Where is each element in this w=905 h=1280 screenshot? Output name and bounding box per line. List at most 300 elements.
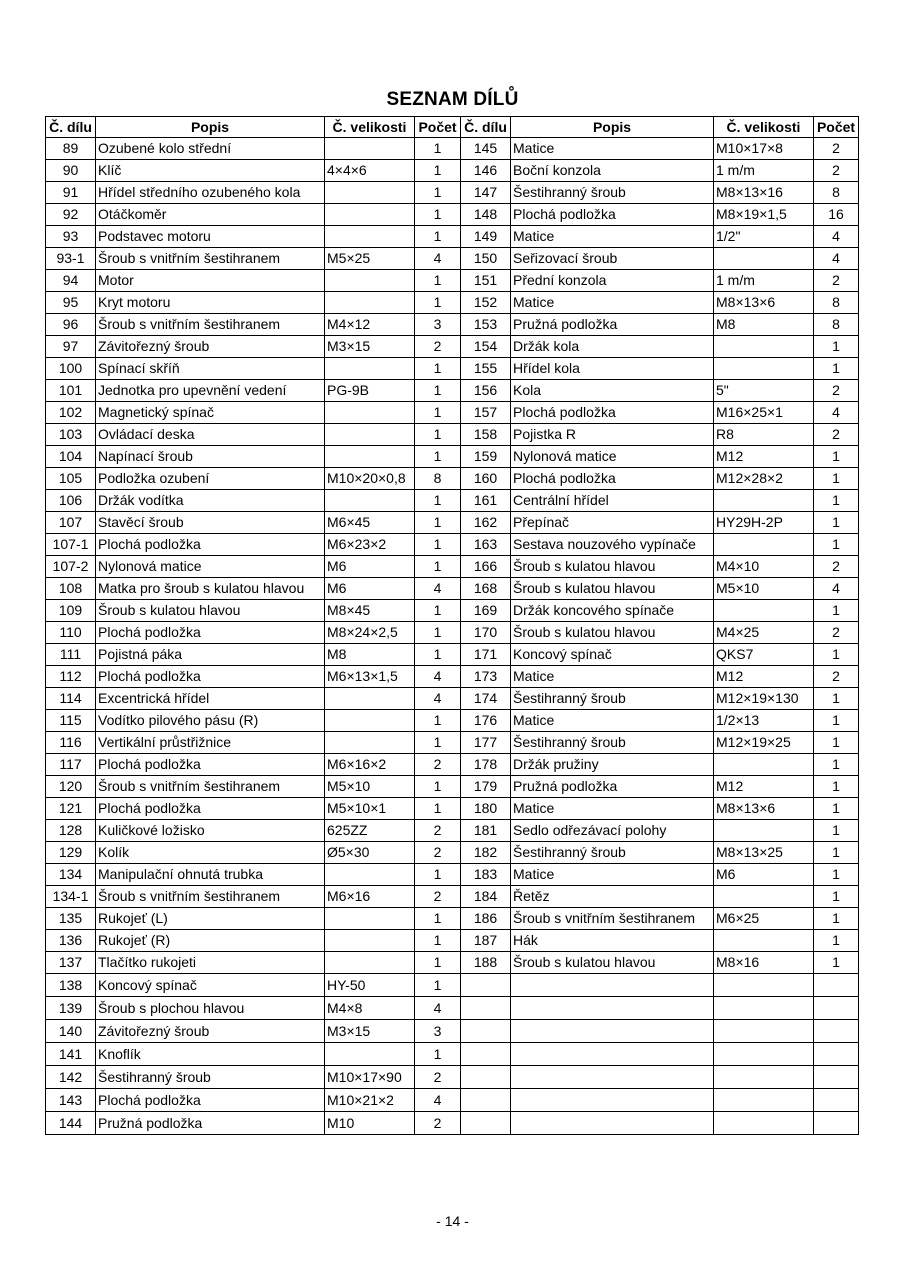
description-cell: Vertikální průstřižnice — [96, 732, 325, 754]
table-row — [46, 688, 859, 710]
quantity-cell: 1 — [814, 864, 859, 886]
part-number-cell: 89 — [46, 138, 96, 160]
description-cell: Seřizovací šroub — [511, 248, 714, 270]
description-cell: Šroub s vnitřním šestihranem — [96, 314, 325, 336]
quantity-cell: 1 — [415, 974, 461, 997]
size-cell: M16×25×1 — [714, 402, 814, 424]
size-cell: M12×19×130 — [714, 688, 814, 710]
size-cell — [714, 1112, 814, 1135]
size-cell: M12×19×25 — [714, 732, 814, 754]
quantity-cell: 1 — [415, 600, 461, 622]
description-cell: Matice — [511, 292, 714, 314]
quantity-cell: 1 — [814, 358, 859, 380]
part-number-cell: 145 — [461, 138, 511, 160]
quantity-cell: 1 — [814, 710, 859, 732]
part-number-cell: 188 — [461, 952, 511, 974]
description-cell: Rukojeť (L) — [96, 908, 325, 930]
quantity-cell: 1 — [415, 446, 461, 468]
description-cell: Šroub s plochou hlavou — [96, 997, 325, 1020]
description-cell: Podložka ozubení — [96, 468, 325, 490]
description-cell: Klíč — [96, 160, 325, 182]
quantity-cell: 4 — [415, 997, 461, 1020]
description-cell: Plochá podložka — [96, 666, 325, 688]
page-number: - 14 - — [436, 1213, 469, 1229]
size-header-2: Č. velikosti — [714, 117, 814, 138]
description-cell: Plochá podložka — [511, 402, 714, 424]
part-number-cell: 107-1 — [46, 534, 96, 556]
quantity-cell: 2 — [415, 820, 461, 842]
part-number-cell: 116 — [46, 732, 96, 754]
size-cell — [325, 182, 415, 204]
size-cell: M6×16×2 — [325, 754, 415, 776]
quantity-cell: 8 — [814, 182, 859, 204]
part-number-cell: 112 — [46, 666, 96, 688]
size-cell — [714, 930, 814, 952]
size-cell — [325, 292, 415, 314]
quantity-cell: 16 — [814, 204, 859, 226]
table-row — [46, 776, 859, 798]
table-row — [46, 1043, 859, 1066]
table-row — [46, 490, 859, 512]
size-cell: M5×25 — [325, 248, 415, 270]
size-cell: 5" — [714, 380, 814, 402]
description-cell: Šroub s kulatou hlavou — [511, 952, 714, 974]
description-cell: Šestihranný šroub — [96, 1066, 325, 1089]
part-number-cell: 176 — [461, 710, 511, 732]
size-cell: PG-9B — [325, 380, 415, 402]
quantity-cell: 1 — [415, 138, 461, 160]
description-cell: Plochá podložka — [96, 1089, 325, 1112]
table-row — [46, 1089, 859, 1112]
size-cell — [325, 424, 415, 446]
size-cell — [325, 358, 415, 380]
part-number-cell — [461, 1020, 511, 1043]
description-cell: Centrální hřídel — [511, 490, 714, 512]
description-cell: Šroub s kulatou hlavou — [511, 556, 714, 578]
quantity-cell: 2 — [814, 270, 859, 292]
quantity-cell: 1 — [415, 776, 461, 798]
size-cell: M5×10 — [325, 776, 415, 798]
part-number-cell: 161 — [461, 490, 511, 512]
part-number-cell: 105 — [46, 468, 96, 490]
part-number-cell: 155 — [461, 358, 511, 380]
quantity-cell: 1 — [415, 226, 461, 248]
size-cell: M12 — [714, 666, 814, 688]
part-number-cell: 171 — [461, 644, 511, 666]
description-cell: Plochá podložka — [96, 754, 325, 776]
size-cell: 1 m/m — [714, 160, 814, 182]
quantity-cell: 2 — [415, 336, 461, 358]
size-cell — [325, 688, 415, 710]
quantity-cell: 4 — [814, 226, 859, 248]
size-cell: M10×21×2 — [325, 1089, 415, 1112]
size-cell — [325, 864, 415, 886]
quantity-cell: 1 — [415, 358, 461, 380]
part-number-cell: 186 — [461, 908, 511, 930]
description-cell: Pojistka R — [511, 424, 714, 446]
size-cell: M6×23×2 — [325, 534, 415, 556]
quantity-cell: 8 — [814, 314, 859, 336]
size-cell: M6 — [714, 864, 814, 886]
description-cell: Napínací šroub — [96, 446, 325, 468]
description-cell: Tlačítko rukojeti — [96, 952, 325, 974]
description-cell: Matice — [511, 226, 714, 248]
size-cell — [714, 974, 814, 997]
table-row — [46, 842, 859, 864]
size-cell — [325, 490, 415, 512]
size-header: Č. velikosti — [325, 117, 415, 138]
description-cell: Šroub s vnitřním šestihranem — [96, 776, 325, 798]
quantity-cell — [814, 1020, 859, 1043]
size-cell — [325, 138, 415, 160]
size-cell: M4×8 — [325, 997, 415, 1020]
size-cell: M6×13×1,5 — [325, 666, 415, 688]
description-cell: Ovládací deska — [96, 424, 325, 446]
table-row — [46, 292, 859, 314]
page-title: SEZNAM DÍLŮ — [386, 89, 519, 110]
quantity-cell: 1 — [415, 512, 461, 534]
part-number-header: Č. dílu — [46, 117, 96, 138]
part-number-cell: 159 — [461, 446, 511, 468]
quantity-cell: 4 — [814, 248, 859, 270]
description-cell: Sedlo odřezávací polohy — [511, 820, 714, 842]
quantity-cell: 2 — [814, 622, 859, 644]
quantity-cell — [814, 997, 859, 1020]
quantity-cell: 2 — [415, 886, 461, 908]
description-cell: Šroub s kulatou hlavou — [96, 600, 325, 622]
quantity-cell: 1 — [415, 424, 461, 446]
part-number-cell: 157 — [461, 402, 511, 424]
table-row — [46, 798, 859, 820]
quantity-cell: 1 — [814, 490, 859, 512]
part-number-cell: 135 — [46, 908, 96, 930]
part-number-cell: 184 — [461, 886, 511, 908]
table-row — [46, 138, 859, 160]
part-number-cell: 146 — [461, 160, 511, 182]
description-cell: Ozubené kolo střední — [96, 138, 325, 160]
table-row — [46, 820, 859, 842]
size-cell: HY-50 — [325, 974, 415, 997]
table-row — [46, 424, 859, 446]
quantity-cell: 1 — [814, 644, 859, 666]
size-cell: M4×10 — [714, 556, 814, 578]
description-cell: Šroub s vnitřním šestihranem — [511, 908, 714, 930]
quantity-cell: 4 — [814, 402, 859, 424]
part-number-cell: 177 — [461, 732, 511, 754]
table-row — [46, 182, 859, 204]
size-cell — [714, 886, 814, 908]
part-number-cell: 137 — [46, 952, 96, 974]
size-cell: M8×13×16 — [714, 182, 814, 204]
part-number-header-2: Č. dílu — [461, 117, 511, 138]
quantity-cell: 1 — [415, 732, 461, 754]
part-number-cell: 158 — [461, 424, 511, 446]
part-number-cell — [461, 1043, 511, 1066]
description-cell: Šroub s vnitřním šestihranem — [96, 248, 325, 270]
part-number-cell: 182 — [461, 842, 511, 864]
table-row — [46, 556, 859, 578]
size-cell: M10×17×8 — [714, 138, 814, 160]
size-cell: Ø5×30 — [325, 842, 415, 864]
size-cell — [714, 997, 814, 1020]
quantity-cell — [814, 1112, 859, 1135]
part-number-cell: 91 — [46, 182, 96, 204]
size-cell: M8×13×6 — [714, 292, 814, 314]
part-number-cell: 179 — [461, 776, 511, 798]
part-number-cell: 152 — [461, 292, 511, 314]
description-cell: Hřídel středního ozubeného kola — [96, 182, 325, 204]
size-cell: M10 — [325, 1112, 415, 1135]
description-cell: Stavěcí šroub — [96, 512, 325, 534]
description-cell: Plochá podložka — [511, 468, 714, 490]
table-row — [46, 402, 859, 424]
size-cell — [325, 204, 415, 226]
part-number-cell: 141 — [46, 1043, 96, 1066]
part-number-cell — [461, 1066, 511, 1089]
quantity-cell: 1 — [814, 842, 859, 864]
quantity-cell: 2 — [415, 1066, 461, 1089]
table-body — [46, 138, 859, 1135]
size-cell — [714, 336, 814, 358]
table-row — [46, 226, 859, 248]
size-cell — [714, 248, 814, 270]
description-cell: Magnetický spínač — [96, 402, 325, 424]
description-cell — [511, 1066, 714, 1089]
description-cell: Kryt motoru — [96, 292, 325, 314]
size-cell — [325, 226, 415, 248]
description-header-2: Popis — [511, 117, 714, 138]
size-cell: 1/2" — [714, 226, 814, 248]
table-row — [46, 754, 859, 776]
table-row — [46, 1066, 859, 1089]
quantity-cell: 2 — [415, 754, 461, 776]
size-cell: 1/2×13 — [714, 710, 814, 732]
size-cell: M12 — [714, 776, 814, 798]
quantity-cell: 8 — [415, 468, 461, 490]
quantity-cell: 1 — [415, 182, 461, 204]
size-cell — [325, 710, 415, 732]
quantity-cell: 1 — [415, 622, 461, 644]
description-cell: Podstavec motoru — [96, 226, 325, 248]
part-number-cell: 107-2 — [46, 556, 96, 578]
description-cell: Knoflík — [96, 1043, 325, 1066]
quantity-cell: 1 — [415, 952, 461, 974]
quantity-cell: 1 — [415, 930, 461, 952]
quantity-cell: 1 — [415, 160, 461, 182]
part-number-cell: 109 — [46, 600, 96, 622]
description-cell: Šestihranný šroub — [511, 842, 714, 864]
part-number-cell: 115 — [46, 710, 96, 732]
quantity-cell: 1 — [415, 908, 461, 930]
table-row — [46, 600, 859, 622]
table-row — [46, 732, 859, 754]
quantity-cell: 4 — [415, 578, 461, 600]
quantity-cell: 4 — [415, 248, 461, 270]
quantity-cell: 1 — [415, 204, 461, 226]
part-number-cell: 148 — [461, 204, 511, 226]
description-cell: Závitořezný šroub — [96, 1020, 325, 1043]
description-cell: Koncový spínač — [96, 974, 325, 997]
description-cell: Koncový spínač — [511, 644, 714, 666]
quantity-cell: 2 — [814, 424, 859, 446]
size-cell: 4×4×6 — [325, 160, 415, 182]
size-cell: M6×25 — [714, 908, 814, 930]
quantity-cell: 2 — [814, 666, 859, 688]
size-cell: M4×12 — [325, 314, 415, 336]
quantity-header: Počet — [415, 117, 461, 138]
table-row — [46, 314, 859, 336]
description-cell — [511, 1089, 714, 1112]
part-number-cell: 168 — [461, 578, 511, 600]
size-cell: 1 m/m — [714, 270, 814, 292]
quantity-cell: 1 — [415, 710, 461, 732]
quantity-cell: 8 — [814, 292, 859, 314]
table-row — [46, 974, 859, 997]
size-cell: 625ZZ — [325, 820, 415, 842]
part-number-cell: 150 — [461, 248, 511, 270]
size-cell — [714, 490, 814, 512]
size-cell: QKS7 — [714, 644, 814, 666]
quantity-cell: 3 — [415, 314, 461, 336]
table-row — [46, 534, 859, 556]
quantity-cell: 1 — [814, 798, 859, 820]
part-number-cell: 187 — [461, 930, 511, 952]
quantity-cell — [814, 1066, 859, 1089]
table-row — [46, 160, 859, 182]
part-number-cell — [461, 1089, 511, 1112]
table-row — [46, 930, 859, 952]
description-cell: Šestihranný šroub — [511, 732, 714, 754]
table-row — [46, 248, 859, 270]
part-number-cell — [461, 1112, 511, 1135]
quantity-cell: 1 — [415, 534, 461, 556]
quantity-cell — [814, 974, 859, 997]
quantity-cell: 1 — [415, 490, 461, 512]
table-row — [46, 997, 859, 1020]
description-cell: Kuličkové ložisko — [96, 820, 325, 842]
size-cell: M8 — [714, 314, 814, 336]
size-cell — [325, 930, 415, 952]
description-cell: Držák koncového spínače — [511, 600, 714, 622]
size-cell: M3×15 — [325, 1020, 415, 1043]
size-cell — [325, 1043, 415, 1066]
part-number-cell: 134 — [46, 864, 96, 886]
description-cell: Jednotka pro upevnění vedení — [96, 380, 325, 402]
description-cell: Kolík — [96, 842, 325, 864]
size-cell — [714, 1020, 814, 1043]
description-cell: Držák vodítka — [96, 490, 325, 512]
quantity-cell: 4 — [415, 666, 461, 688]
quantity-cell: 2 — [814, 556, 859, 578]
part-number-cell: 121 — [46, 798, 96, 820]
description-cell: Plochá podložka — [96, 622, 325, 644]
quantity-cell: 1 — [415, 644, 461, 666]
table-row — [46, 710, 859, 732]
table-row — [46, 578, 859, 600]
part-number-cell: 139 — [46, 997, 96, 1020]
quantity-cell: 1 — [814, 732, 859, 754]
size-cell: M8×24×2,5 — [325, 622, 415, 644]
size-cell: M12×28×2 — [714, 468, 814, 490]
table-row — [46, 1020, 859, 1043]
part-number-cell: 181 — [461, 820, 511, 842]
description-cell — [511, 1043, 714, 1066]
quantity-cell: 1 — [415, 270, 461, 292]
part-number-cell: 142 — [46, 1066, 96, 1089]
description-cell: Držák kola — [511, 336, 714, 358]
quantity-cell: 1 — [814, 688, 859, 710]
table-row — [46, 908, 859, 930]
quantity-cell: 1 — [814, 886, 859, 908]
part-number-cell: 140 — [46, 1020, 96, 1043]
part-number-cell: 178 — [461, 754, 511, 776]
part-number-cell: 180 — [461, 798, 511, 820]
description-cell: Pružná podložka — [511, 776, 714, 798]
part-number-cell: 106 — [46, 490, 96, 512]
table-row — [46, 512, 859, 534]
quantity-cell: 2 — [415, 842, 461, 864]
description-cell: Šroub s kulatou hlavou — [511, 622, 714, 644]
quantity-cell: 1 — [814, 776, 859, 798]
size-cell: M5×10×1 — [325, 798, 415, 820]
part-number-cell: 143 — [46, 1089, 96, 1112]
size-cell: R8 — [714, 424, 814, 446]
parts-table — [45, 116, 859, 1135]
part-number-cell: 144 — [46, 1112, 96, 1135]
description-cell: Sestava nouzového vypínače — [511, 534, 714, 556]
part-number-cell: 163 — [461, 534, 511, 556]
description-cell: Spínací skříň — [96, 358, 325, 380]
description-cell: Matice — [511, 710, 714, 732]
description-cell: Kola — [511, 380, 714, 402]
table-row — [46, 358, 859, 380]
quantity-cell: 4 — [814, 578, 859, 600]
table-row — [46, 446, 859, 468]
table-row — [46, 380, 859, 402]
part-number-cell: 129 — [46, 842, 96, 864]
description-cell: Přední konzola — [511, 270, 714, 292]
part-number-cell: 169 — [461, 600, 511, 622]
description-cell: Matice — [511, 798, 714, 820]
size-cell: M12 — [714, 446, 814, 468]
table-row — [46, 886, 859, 908]
part-number-cell: 100 — [46, 358, 96, 380]
quantity-cell: 3 — [415, 1020, 461, 1043]
description-cell: Šestihranný šroub — [511, 182, 714, 204]
part-number-cell: 134-1 — [46, 886, 96, 908]
quantity-cell: 1 — [814, 512, 859, 534]
description-cell: Vodítko pilového pásu (R) — [96, 710, 325, 732]
part-number-cell: 117 — [46, 754, 96, 776]
part-number-cell: 156 — [461, 380, 511, 402]
size-cell: M8×13×25 — [714, 842, 814, 864]
quantity-cell: 1 — [814, 908, 859, 930]
size-cell: M10×20×0,8 — [325, 468, 415, 490]
table-header-row — [46, 117, 859, 138]
table-row — [46, 952, 859, 974]
description-cell — [511, 1020, 714, 1043]
size-cell — [714, 1043, 814, 1066]
size-cell — [325, 270, 415, 292]
size-cell: M8×13×6 — [714, 798, 814, 820]
part-number-cell: 95 — [46, 292, 96, 314]
quantity-cell: 2 — [814, 160, 859, 182]
size-cell — [714, 1089, 814, 1112]
quantity-cell: 1 — [415, 798, 461, 820]
size-cell: HY29H-2P — [714, 512, 814, 534]
description-cell: Otáčkoměr — [96, 204, 325, 226]
size-cell: M8×19×1,5 — [714, 204, 814, 226]
